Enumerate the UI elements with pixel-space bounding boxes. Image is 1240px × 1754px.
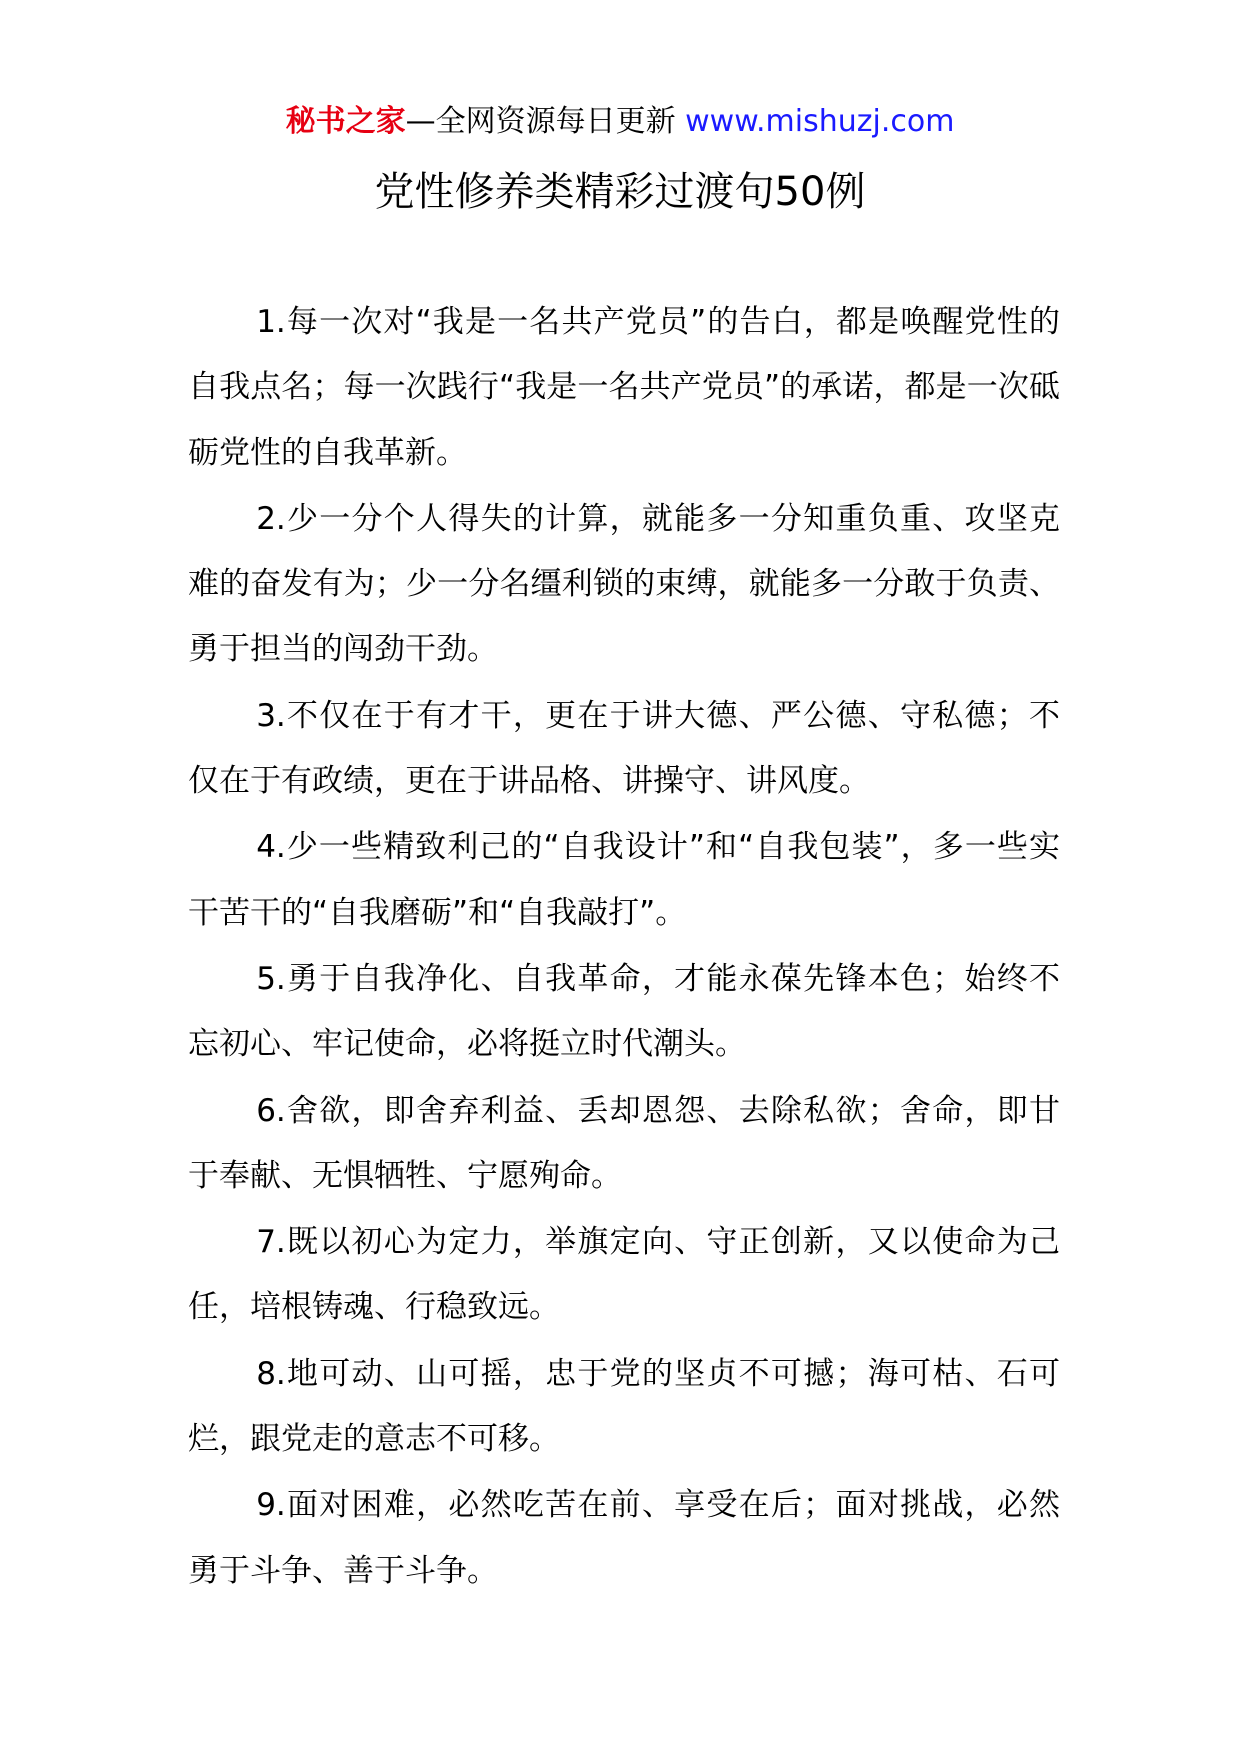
paragraph-9: 9.面对困难，必然吃苦在前、享受在后；面对挑战，必然勇于斗争、善于斗争。 <box>188 1487 1060 1589</box>
paragraph-3: 3.不仅在于有才干，更在于讲大德、严公德、守私德；不仅在于有政绩，更在于讲品格、讲操守、讲风度。 <box>188 697 1060 800</box>
paragraph-2: 2.少一分个人得失的计算，就能多一分知重负重、攻坚克难的奋发有为；少一分名缰利锁的束缚，就能多一分敢于负责、勇于担当的闯劲干劲。 <box>188 500 1060 668</box>
document-body <box>188 290 1060 1605</box>
paragraph-4: 4.少一些精致利己的“自我设计”和“自我包装”，多一些实干苦干的“自我磨砺”和“自我敲打”。 <box>188 829 1060 931</box>
brand-name: 秘书之家 <box>285 104 406 139</box>
site-header <box>0 100 1240 144</box>
paragraph-8: 8.地可动、山可摇，忠于党的坚贞不可撼；海可枯、石可烂，跟党走的意志不可移。 <box>188 1355 1060 1458</box>
paragraph-1: 1.每一次对“我是一名共产党员”的告白，都是唤醒党性的自我点名；每一次践行“我是一名共产党员”的承诺，都是一次砥砺党性的自我革新。 <box>188 304 1060 471</box>
document-title: 党性修养类精彩过渡句50例 <box>374 169 866 215</box>
paragraph-5: 5.勇于自我净化、自我革命，才能永葆先锋本色；始终不忘初心、牢记使命，必将挺立时代潮头。 <box>188 960 1060 1063</box>
paragraph-7: 7.既以初心为定力，举旗定向、守正创新，又以使命为己任，培根铸魂、行稳致远。 <box>188 1224 1060 1326</box>
site-tagline: —全网资源每日更新 <box>405 104 686 139</box>
site-url-link[interactable]: www.mishuzj.com <box>685 104 955 139</box>
paragraph-6: 6.舍欲，即舍弃利益、丢却恩怨、去除私欲；舍命，即甘于奉献、无惧牺牲、宁愿殉命。 <box>188 1092 1060 1194</box>
